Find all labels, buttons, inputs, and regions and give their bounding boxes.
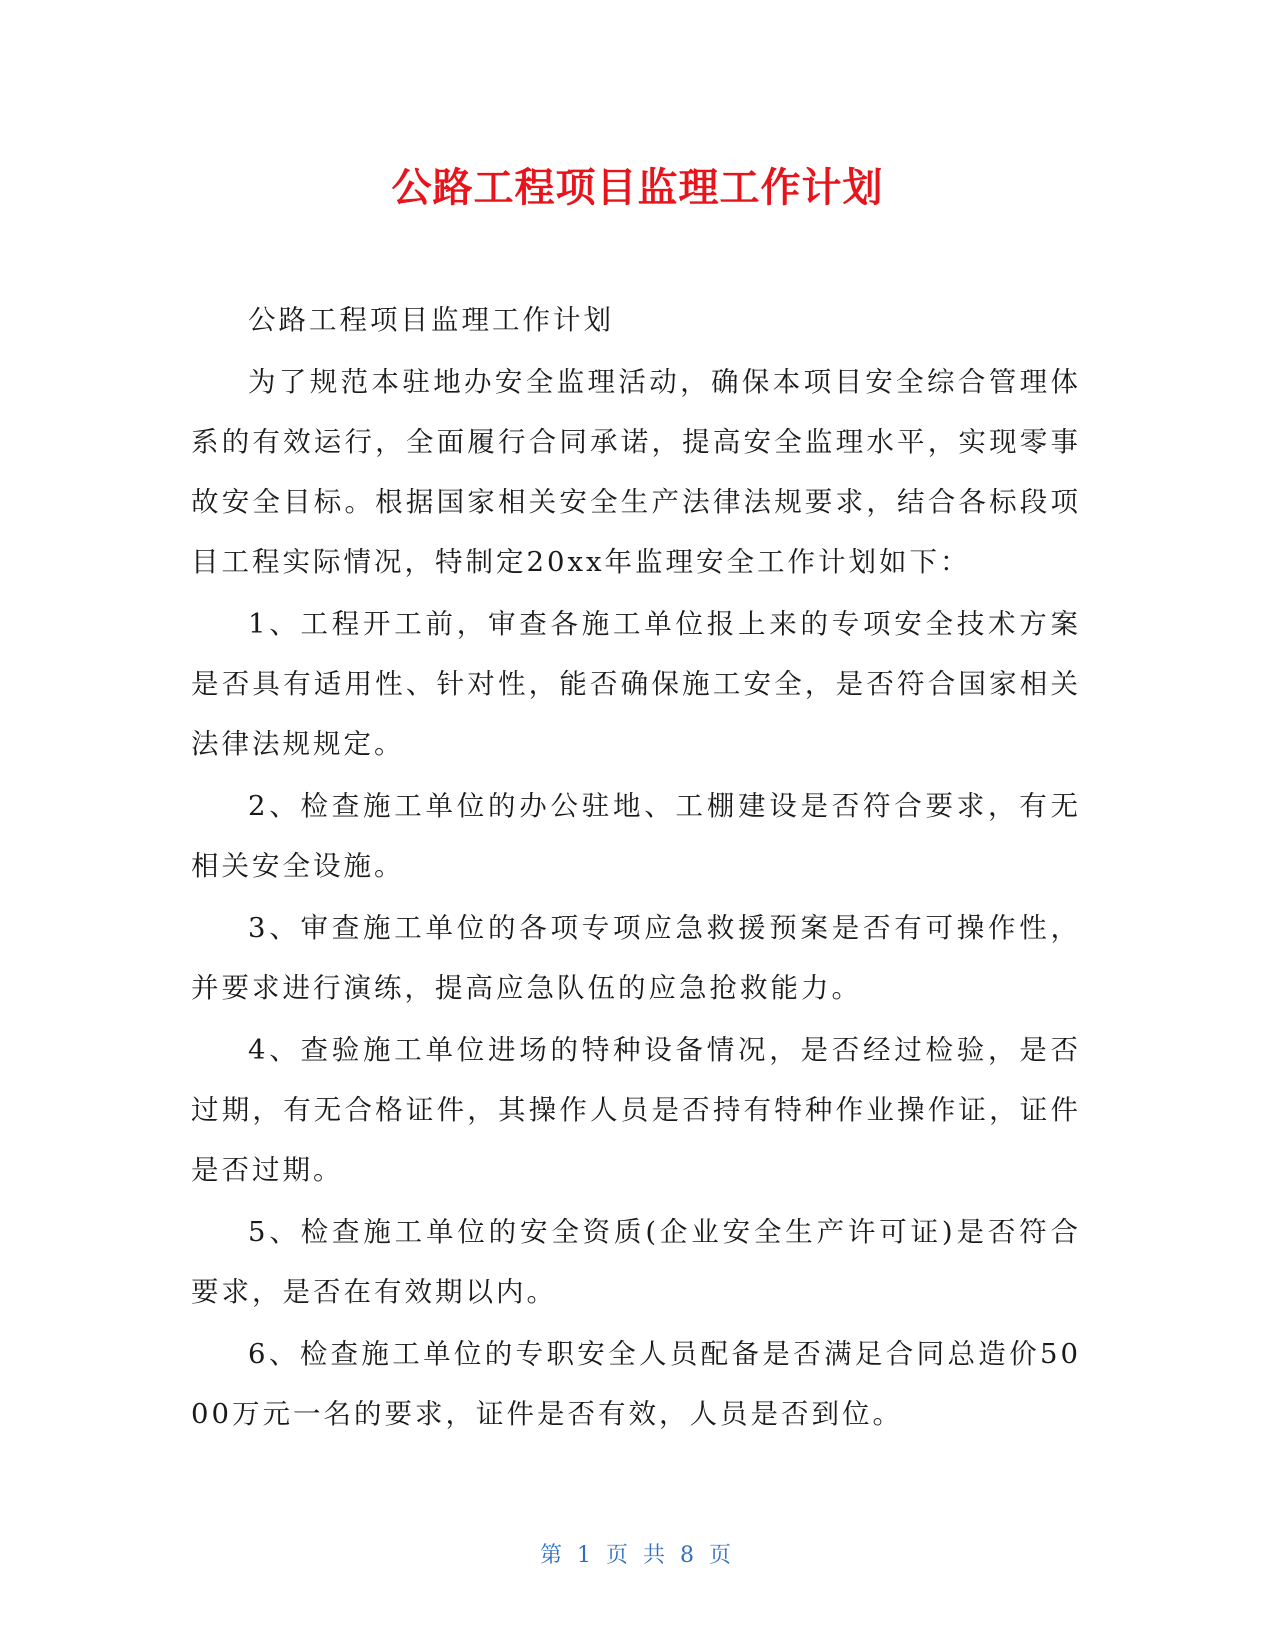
paragraph-item-1: 1、工程开工前，审查各施工单位报上来的专项安全技术方案是否具有适用性、针对性，能否确保施工安全，是否符合国家相关法律法规规定。 [191, 608, 1081, 760]
paragraph-heading: 公路工程项目监理工作计划 [248, 304, 614, 336]
footer-page-number: 1 [577, 1543, 595, 1568]
paragraph-item-2: 2、检查施工单位的办公驻地、工棚建设是否符合要求，有无相关安全设施。 [191, 790, 1081, 882]
footer-total-pages: 8 [680, 1543, 698, 1568]
paragraph-item-4: 4、查验施工单位进场的特种设备情况，是否经过检验，是否过期，有无合格证件，其操作人员是否持有特种作业操作证，证件是否过期。 [191, 1034, 1081, 1186]
paragraph-intro: 为了规范本驻地办安全监理活动，确保本项目安全综合管理体系的有效运行，全面履行合同承诺，提高安全监理水平，实现零事故安全目标。根据国家相关安全生产法律法规要求，结合各标段项目工程实际情况，特制定20xx年监理安全工作计划如下： [191, 366, 1081, 578]
page-footer [0, 1540, 1275, 1572]
document-title: 公路工程项目监理工作计划 [391, 165, 884, 211]
paragraph-item-3: 3、审查施工单位的各项专项应急救援预案是否有可操作性，并要求进行演练，提高应急队伍的应急抢救能力。 [191, 912, 1081, 1004]
paragraph-item-5: 5、检查施工单位的安全资质(企业安全生产许可证)是否符合要求，是否在有效期以内。 [191, 1216, 1081, 1308]
paragraph-item-6: 6、检查施工单位的专职安全人员配备是否满足合同总造价5000万元一名的要求，证件是否有效，人员是否到位。 [191, 1338, 1081, 1430]
document-body [191, 290, 1081, 1446]
footer-prefix: 第 [539, 1543, 566, 1568]
footer-middle: 页 共 [606, 1543, 669, 1568]
footer-suffix: 页 [709, 1543, 736, 1568]
